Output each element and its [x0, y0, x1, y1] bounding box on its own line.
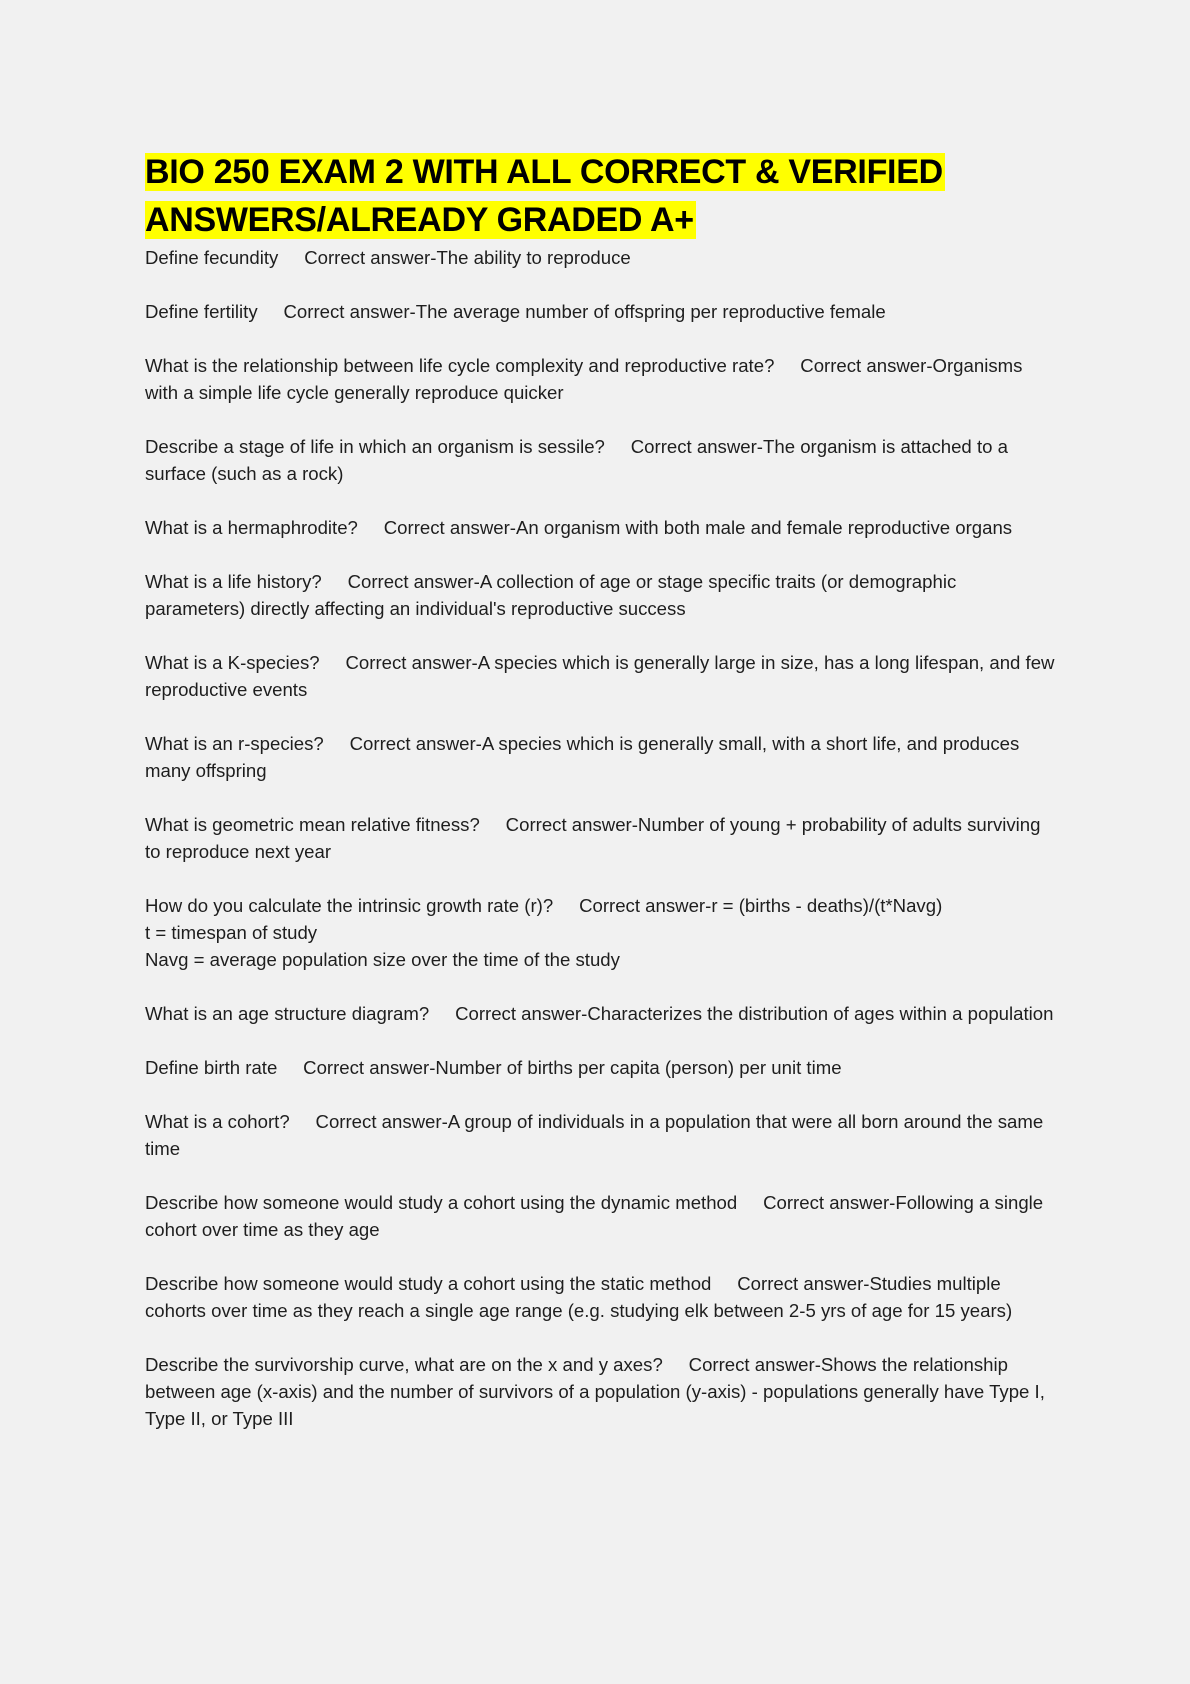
answer-text: Correct answer-A species which is generally large in size, has a long lifespan, and few reproductive events [145, 652, 1060, 700]
answer-text: Correct answer-Studies multiple cohorts over time as they reach a single age range (e.g. studying elk between 2-5 yrs of age for 15 years) [145, 1273, 1013, 1321]
answer-text: Correct answer-A collection of age or stage specific traits (or demographic parameters) directly affecting an individual's reproductive success [145, 571, 962, 619]
question-text: What is geometric mean relative fitness? [145, 814, 480, 835]
answer-text: Correct answer-The average number of offspring per reproductive female [283, 301, 886, 322]
qa-item [145, 1000, 1055, 1027]
answer-text: Correct answer-Shows the relationship between age (x-axis) and the number of survivors of a population (y-axis) - populations generally have Type I, Type II, or Type III [145, 1354, 1050, 1429]
qa-item [145, 352, 1055, 406]
qa-item [145, 730, 1055, 784]
answer-text: Correct answer-Number of young + probability of adults surviving to reproduce next year [145, 814, 1046, 862]
answer-extra-line: t = timespan of study [145, 922, 318, 943]
answer-extra-line: Navg = average population size over the time of the study [145, 949, 620, 970]
qa-item [145, 892, 1055, 973]
question-text: What is the relationship between life cycle complexity and reproductive rate? [145, 355, 775, 376]
question-text: What is a life history? [145, 571, 322, 592]
qa-item [145, 514, 1055, 541]
qa-item [145, 433, 1055, 487]
answer-text: Correct answer-Number of births per capita (person) per unit time [303, 1057, 842, 1078]
qa-item [145, 811, 1055, 865]
qa-item [145, 1054, 1055, 1081]
title-line-2: ANSWERS/ALREADY GRADED A+ [145, 201, 694, 239]
qa-item [145, 298, 1055, 325]
question-text: What is an age structure diagram? [145, 1003, 430, 1024]
question-text: Define fecundity [145, 247, 279, 268]
question-text: How do you calculate the intrinsic growth rate (r)? [145, 895, 554, 916]
question-text: Describe how someone would study a cohort using the dynamic method [145, 1192, 738, 1213]
qa-item [145, 1351, 1055, 1432]
qa-item [145, 1270, 1055, 1324]
answer-text: Correct answer-Following a single cohort over time as they age [145, 1192, 1049, 1240]
qa-item [145, 244, 1055, 271]
question-text: What is a K-species? [145, 652, 320, 673]
question-text: Describe the survivorship curve, what are on the x and y axes? [145, 1354, 663, 1375]
document-title [145, 148, 1055, 244]
question-text: Define fertility [145, 301, 258, 322]
qa-item [145, 1108, 1055, 1162]
question-text: Describe how someone would study a cohort using the static method [145, 1273, 712, 1294]
question-text: What is a hermaphrodite? [145, 517, 358, 538]
qa-item [145, 1189, 1055, 1243]
document-page [145, 148, 1060, 1459]
answer-text: Correct answer-Organisms with a simple life cycle generally reproduce quicker [145, 355, 1028, 403]
question-text: Define birth rate [145, 1057, 278, 1078]
answer-text: Correct answer-An organism with both male and female reproductive organs [383, 517, 1013, 538]
answer-text: Correct answer-The ability to reproduce [304, 247, 631, 268]
answer-text: Correct answer-The organism is attached to a surface (such as a rock) [145, 436, 1014, 484]
qa-item [145, 649, 1060, 703]
question-text: What is a cohort? [145, 1111, 290, 1132]
question-text: Describe a stage of life in which an organism is sessile? [145, 436, 605, 457]
question-answer-list [145, 244, 1060, 1432]
answer-text: Correct answer-A group of individuals in a population that were all born around the same time [145, 1111, 1049, 1159]
answer-text: Correct answer-A species which is generally small, with a short life, and produces many offspring [145, 733, 1025, 781]
title-highlight [145, 153, 945, 239]
title-line-1: BIO 250 EXAM 2 WITH ALL CORRECT & VERIFIED [145, 153, 943, 191]
qa-item [145, 568, 1055, 622]
answer-text: Correct answer-Characterizes the distribution of ages within a population [455, 1003, 1054, 1024]
question-text: What is an r-species? [145, 733, 324, 754]
answer-text: Correct answer-r = (births - deaths)/(t*Navg) [579, 895, 943, 916]
